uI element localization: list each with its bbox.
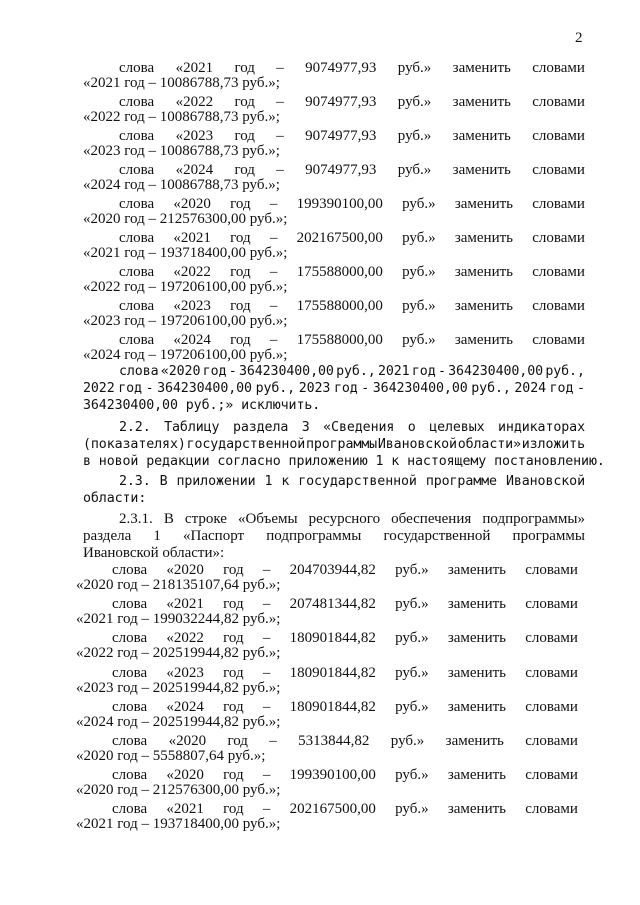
word: словами: [525, 733, 578, 749]
replacement-continuation: «2024 год – 202519944,82 руб.»;: [76, 713, 281, 730]
word: 9074977,93: [305, 128, 377, 144]
word: заменить: [454, 230, 514, 246]
word: –: [262, 596, 271, 613]
paragraph-2-3-1-line: 2.3.1. В строке «Объемы ресурсного обеспечения подпрограммы»: [119, 511, 585, 527]
word: заменить: [447, 801, 507, 818]
word: слова: [112, 596, 148, 613]
word: 180901844,82: [289, 664, 376, 681]
word: руб.»: [390, 733, 425, 749]
word: словами: [525, 630, 578, 647]
word: заменить: [447, 562, 507, 578]
word: –: [262, 801, 271, 818]
exclude-line: 364230400,00 руб.;» исключить.: [83, 398, 321, 413]
paragraph-2-3-line: области:: [83, 491, 147, 506]
paragraph-2-2-line: (показателях) государственной программы Ивановской области» изложить: [83, 437, 585, 452]
word: руб.»: [397, 162, 432, 178]
replacement-continuation: «2020 год – 5558807,64 руб.»;: [76, 748, 266, 764]
word: заменить: [447, 767, 507, 784]
word: 180901844,82: [289, 630, 376, 647]
replacement-continuation: «2021 год – 199032244,82 руб.»;: [76, 611, 281, 628]
word: руб.»: [397, 94, 432, 110]
word: год: [223, 664, 244, 681]
word: год: [234, 128, 255, 144]
word: «2021: [175, 60, 214, 76]
word: «2021: [166, 596, 204, 613]
word: «2022: [166, 630, 204, 647]
word: 202167500,00: [289, 801, 376, 818]
word: 180901844,82: [289, 698, 376, 715]
word: руб.»: [402, 298, 436, 314]
word: руб.»: [402, 230, 436, 246]
word: словами: [532, 298, 585, 314]
replacement-continuation: «2020 год – 212576300,00 руб.»;: [76, 782, 281, 799]
word: слова: [112, 630, 148, 647]
word: руб.»: [395, 698, 429, 715]
word: –: [276, 60, 284, 76]
word: слова: [119, 230, 155, 246]
word: заменить: [447, 698, 507, 715]
word: руб.»: [402, 196, 436, 212]
word: год: [234, 162, 255, 178]
word: –: [269, 298, 278, 314]
word: заменить: [452, 94, 511, 110]
replacement-continuation: «2021 год – 193718400,00 руб.»;: [83, 245, 288, 261]
word: слова: [112, 801, 148, 818]
word: –: [276, 162, 284, 178]
word: год: [230, 298, 251, 314]
replacement-continuation: «2021 год – 193718400,00 руб.»;: [76, 816, 281, 833]
exclude-line: 2022 год - 364230400,00 руб., 2023 год - 364230400,00 руб., 2024 год -: [83, 381, 585, 396]
word: год: [230, 196, 251, 212]
replacement-continuation: «2024 год – 10086788,73 руб.»;: [83, 177, 280, 193]
word: словами: [532, 230, 585, 246]
word: слова: [112, 733, 148, 749]
word: руб.»: [395, 664, 429, 681]
word: –: [269, 264, 278, 280]
word: год: [234, 60, 255, 76]
word: руб.»: [402, 332, 436, 348]
replacement-continuation: «2020 год – 218135107,64 руб.»;: [76, 577, 281, 593]
word: слова: [119, 60, 155, 76]
word: словами: [525, 664, 578, 681]
page-number: 2: [575, 30, 583, 46]
word: год: [223, 801, 244, 818]
word: «2020: [173, 196, 211, 212]
word: словами: [525, 596, 578, 613]
word: слова: [119, 298, 155, 314]
word: слова: [119, 162, 155, 178]
word: заменить: [454, 196, 514, 212]
word: «2022: [173, 264, 211, 280]
word: слова: [119, 332, 155, 348]
word: «2021: [173, 230, 211, 246]
word: словами: [525, 767, 578, 784]
word: –: [262, 562, 271, 578]
word: 9074977,93: [305, 162, 377, 178]
replacement-continuation: «2021 год – 10086788,73 руб.»;: [83, 75, 280, 91]
word: руб.»: [395, 630, 429, 647]
word: слова: [119, 264, 155, 280]
word: словами: [532, 60, 585, 76]
word: заменить: [447, 596, 507, 613]
word: слова: [112, 767, 148, 784]
exclude-line: слова «2020 год - 364230400,00 руб., 2021 год - 364230400,00 руб.,: [119, 364, 585, 379]
word: –: [269, 332, 278, 348]
paragraph-2-3-1-line: Ивановской области»:: [83, 545, 225, 561]
word: год: [230, 264, 251, 280]
replacement-continuation: «2020 год – 212576300,00 руб.»;: [83, 211, 288, 227]
word: руб.»: [397, 128, 432, 144]
word: 9074977,93: [305, 60, 377, 76]
word: год: [223, 630, 244, 647]
replacement-continuation: «2022 год – 10086788,73 руб.»;: [83, 109, 280, 125]
word: 207481344,82: [289, 596, 376, 613]
word: –: [262, 630, 271, 647]
word: руб.»: [395, 767, 429, 784]
word: заменить: [454, 298, 514, 314]
word: слова: [119, 196, 155, 212]
replacement-continuation: «2022 год – 202519944,82 руб.»;: [76, 645, 281, 662]
word: слова: [112, 664, 148, 681]
word: заменить: [447, 664, 507, 681]
word: 175588000,00: [296, 332, 383, 348]
word: год: [223, 698, 244, 715]
word: –: [276, 128, 284, 144]
word: заменить: [454, 264, 514, 280]
word: –: [276, 94, 284, 110]
replacement-continuation: «2023 год – 202519944,82 руб.»;: [76, 679, 281, 696]
word: слова: [112, 562, 148, 578]
word: 5313844,82: [298, 733, 370, 749]
word: год: [227, 733, 248, 749]
replacement-continuation: «2023 год – 10086788,73 руб.»;: [83, 143, 280, 159]
word: «2024: [173, 332, 211, 348]
word: –: [269, 196, 278, 212]
word: «2020: [166, 767, 204, 784]
word: год: [223, 562, 244, 578]
word: слова: [112, 698, 148, 715]
word: словами: [532, 264, 585, 280]
word: «2020: [166, 562, 204, 578]
word: 204703944,82: [289, 562, 376, 578]
replacement-continuation: «2024 год – 197206100,00 руб.»;: [83, 347, 288, 363]
word: словами: [525, 698, 578, 715]
word: –: [262, 698, 271, 715]
word: год: [230, 332, 251, 348]
replacement-continuation: «2022 год – 197206100,00 руб.»;: [83, 279, 288, 295]
word: 9074977,93: [305, 94, 377, 110]
word: слова: [119, 94, 155, 110]
word: «2022: [175, 94, 214, 110]
word: словами: [532, 332, 585, 348]
paragraph-2-2-line: в новой редакции согласно приложению 1 к настоящему постановлению.: [83, 454, 605, 469]
word: словами: [532, 128, 585, 144]
word: «2023: [166, 664, 204, 681]
word: 202167500,00: [296, 230, 383, 246]
word: «2024: [166, 698, 204, 715]
word: «2024: [175, 162, 214, 178]
word: заменить: [447, 630, 507, 647]
word: руб.»: [397, 60, 432, 76]
word: заменить: [454, 332, 514, 348]
word: 199390100,00: [296, 196, 383, 212]
paragraph-2-3-line: 2.3. В приложении 1 к государственной программе Ивановской: [119, 474, 585, 489]
word: руб.»: [395, 596, 429, 613]
word: «2023: [175, 128, 214, 144]
word: год: [223, 767, 244, 784]
word: словами: [525, 562, 578, 578]
word: руб.»: [395, 562, 429, 578]
word: 175588000,00: [296, 264, 383, 280]
word: заменить: [452, 162, 511, 178]
word: слова: [119, 128, 155, 144]
word: «2021: [166, 801, 204, 818]
word: –: [269, 733, 277, 749]
word: 199390100,00: [289, 767, 376, 784]
word: словами: [532, 196, 585, 212]
word: словами: [525, 801, 578, 818]
word: заменить: [445, 733, 504, 749]
word: –: [262, 664, 271, 681]
replacement-continuation: «2023 год – 197206100,00 руб.»;: [83, 313, 288, 329]
word: 175588000,00: [296, 298, 383, 314]
word: руб.»: [395, 801, 429, 818]
word: –: [269, 230, 278, 246]
word: –: [262, 767, 271, 784]
word: словами: [532, 162, 585, 178]
word: год: [234, 94, 255, 110]
word: словами: [532, 94, 585, 110]
word: заменить: [452, 60, 511, 76]
word: заменить: [452, 128, 511, 144]
word: год: [230, 230, 251, 246]
word: «2023: [173, 298, 211, 314]
word: «2020: [168, 733, 207, 749]
paragraph-2-2-line: 2.2. Таблицу раздела 3 «Сведения о целевых индикаторах: [119, 420, 585, 435]
word: руб.»: [402, 264, 436, 280]
paragraph-2-3-1-line: раздела 1 «Паспорт подпрограммы государственной программы: [83, 528, 585, 544]
word: год: [223, 596, 244, 613]
